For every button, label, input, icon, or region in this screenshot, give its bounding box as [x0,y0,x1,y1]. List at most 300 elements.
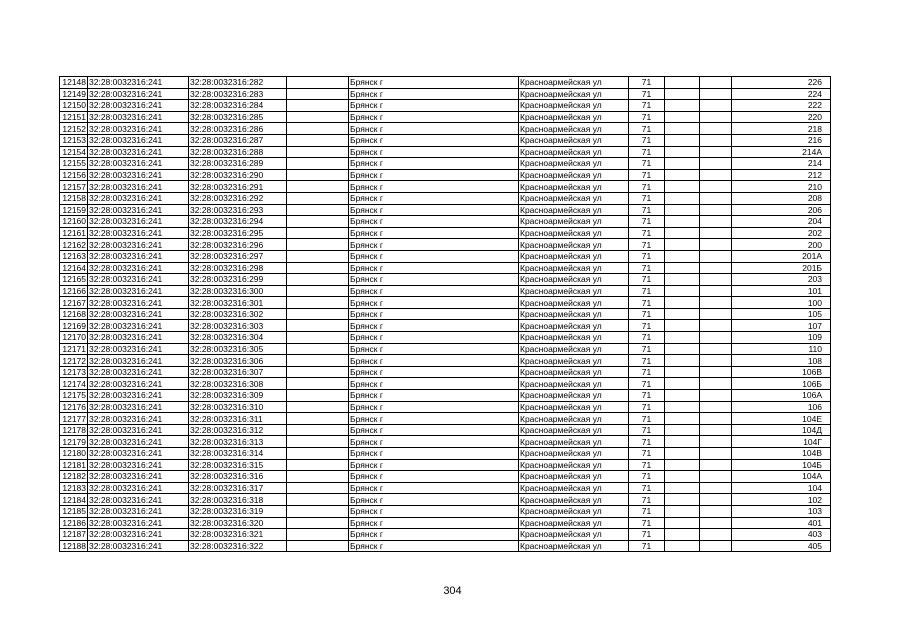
blank-cell [700,250,732,262]
blank-cell [665,390,700,402]
blank-cell [700,459,732,471]
blank-cell [700,448,732,460]
building-number: 71 [629,77,665,89]
cadastral-number: 32:28:0032316:303 [189,320,287,332]
city: Брянск г [349,192,519,204]
building-number: 71 [629,100,665,112]
table-row [60,401,831,413]
building-number: 71 [629,285,665,297]
building-number: 71 [629,250,665,262]
building-number: 71 [629,111,665,123]
blank-cell [287,378,349,390]
blank-cell [665,285,700,297]
building-number: 71 [629,216,665,228]
blank-cell [700,378,732,390]
apartment-number: 104Д [732,424,831,436]
street: Красноармейская ул [519,250,629,262]
row-number: 12171 [60,343,88,355]
street: Красноармейская ул [519,401,629,413]
street: Красноармейская ул [519,239,629,251]
blank-cell [665,320,700,332]
blank-cell [665,401,700,413]
table-row [60,77,831,89]
cadastral-number: 32:28:0032316:283 [189,88,287,100]
parent-cadastral-number: 32:28:0032316:241 [88,366,189,378]
row-number: 12177 [60,413,88,425]
table-row [60,366,831,378]
building-number: 71 [629,297,665,309]
blank-cell [287,123,349,135]
apartment-number: 201Б [732,262,831,274]
cadastral-number: 32:28:0032316:314 [189,448,287,460]
building-number: 71 [629,390,665,402]
building-number: 71 [629,227,665,239]
building-number: 71 [629,482,665,494]
cadastral-number: 32:28:0032316:293 [189,204,287,216]
cadastral-number: 32:28:0032316:315 [189,459,287,471]
blank-cell [665,471,700,483]
blank-cell [700,332,732,344]
apartment-number: 405 [732,540,831,552]
city: Брянск г [349,77,519,89]
row-number: 12149 [60,88,88,100]
table-row [60,505,831,517]
table-row [60,390,831,402]
city: Брянск г [349,308,519,320]
blank-cell [665,134,700,146]
blank-cell [700,262,732,274]
street: Красноармейская ул [519,448,629,460]
blank-cell [700,192,732,204]
building-number: 71 [629,158,665,170]
cadastral-table [59,76,831,552]
blank-cell [700,134,732,146]
blank-cell [287,77,349,89]
cadastral-number: 32:28:0032316:295 [189,227,287,239]
row-number: 12164 [60,262,88,274]
table-row [60,146,831,158]
parent-cadastral-number: 32:28:0032316:241 [88,332,189,344]
city: Брянск г [349,146,519,158]
apartment-number: 203 [732,274,831,286]
city: Брянск г [349,123,519,135]
table-row [60,262,831,274]
row-number: 12160 [60,216,88,228]
city: Брянск г [349,378,519,390]
apartment-number: 216 [732,134,831,146]
city: Брянск г [349,355,519,367]
table-row [60,123,831,135]
row-number: 12159 [60,204,88,216]
row-number: 12154 [60,146,88,158]
street: Красноармейская ул [519,390,629,402]
apartment-number: 403 [732,529,831,541]
cadastral-number: 32:28:0032316:289 [189,158,287,170]
building-number: 71 [629,436,665,448]
city: Брянск г [349,88,519,100]
street: Красноармейская ул [519,482,629,494]
apartment-number: 214 [732,158,831,170]
blank-cell [665,262,700,274]
row-number: 12172 [60,355,88,367]
city: Брянск г [349,332,519,344]
row-number: 12174 [60,378,88,390]
blank-cell [665,517,700,529]
blank-cell [287,285,349,297]
table-row [60,100,831,112]
building-number: 71 [629,146,665,158]
blank-cell [665,216,700,228]
apartment-number: 226 [732,77,831,89]
city: Брянск г [349,158,519,170]
city: Брянск г [349,250,519,262]
city: Брянск г [349,529,519,541]
parent-cadastral-number: 32:28:0032316:241 [88,111,189,123]
table-row [60,274,831,286]
row-number: 12185 [60,505,88,517]
city: Брянск г [349,413,519,425]
parent-cadastral-number: 32:28:0032316:241 [88,517,189,529]
blank-cell [287,401,349,413]
blank-cell [665,366,700,378]
city: Брянск г [349,390,519,402]
building-number: 71 [629,239,665,251]
apartment-number: 220 [732,111,831,123]
street: Красноармейская ул [519,471,629,483]
apartment-number: 202 [732,227,831,239]
blank-cell [287,529,349,541]
building-number: 71 [629,320,665,332]
blank-cell [665,529,700,541]
cadastral-number: 32:28:0032316:316 [189,471,287,483]
blank-cell [700,401,732,413]
table-row [60,413,831,425]
street: Красноармейская ул [519,158,629,170]
row-number: 12188 [60,540,88,552]
blank-cell [287,517,349,529]
cadastral-number: 32:28:0032316:297 [189,250,287,262]
row-number: 12157 [60,181,88,193]
street: Красноармейская ул [519,308,629,320]
row-number: 12153 [60,134,88,146]
building-number: 71 [629,204,665,216]
blank-cell [665,111,700,123]
blank-cell [700,308,732,320]
parent-cadastral-number: 32:28:0032316:241 [88,540,189,552]
building-number: 71 [629,262,665,274]
parent-cadastral-number: 32:28:0032316:241 [88,250,189,262]
table-row [60,343,831,355]
cadastral-number: 32:28:0032316:298 [189,262,287,274]
building-number: 71 [629,529,665,541]
apartment-number: 110 [732,343,831,355]
apartment-number: 104Б [732,459,831,471]
table-row [60,297,831,309]
blank-cell [700,343,732,355]
parent-cadastral-number: 32:28:0032316:241 [88,158,189,170]
city: Брянск г [349,482,519,494]
blank-cell [287,355,349,367]
cadastral-number: 32:28:0032316:319 [189,505,287,517]
row-number: 12183 [60,482,88,494]
row-number: 12173 [60,366,88,378]
blank-cell [700,494,732,506]
blank-cell [700,436,732,448]
blank-cell [287,471,349,483]
city: Брянск г [349,448,519,460]
parent-cadastral-number: 32:28:0032316:241 [88,204,189,216]
parent-cadastral-number: 32:28:0032316:241 [88,459,189,471]
row-number: 12166 [60,285,88,297]
cadastral-number: 32:28:0032316:307 [189,366,287,378]
cadastral-number: 32:28:0032316:310 [189,401,287,413]
city: Брянск г [349,401,519,413]
apartment-number: 107 [732,320,831,332]
cadastral-number: 32:28:0032316:308 [189,378,287,390]
row-number: 12162 [60,239,88,251]
table-row [60,459,831,471]
blank-cell [665,482,700,494]
row-number: 12186 [60,517,88,529]
street: Красноармейская ул [519,436,629,448]
street: Красноармейская ул [519,111,629,123]
blank-cell [287,111,349,123]
blank-cell [700,239,732,251]
city: Брянск г [349,169,519,181]
row-number: 12178 [60,424,88,436]
city: Брянск г [349,436,519,448]
table-row [60,471,831,483]
building-number: 71 [629,192,665,204]
blank-cell [700,274,732,286]
blank-cell [665,192,700,204]
city: Брянск г [349,100,519,112]
blank-cell [665,505,700,517]
table-row [60,111,831,123]
table-row [60,378,831,390]
blank-cell [665,355,700,367]
blank-cell [287,482,349,494]
apartment-number: 106 [732,401,831,413]
row-number: 12170 [60,332,88,344]
street: Красноармейская ул [519,285,629,297]
blank-cell [700,540,732,552]
city: Брянск г [349,111,519,123]
street: Красноармейская ул [519,529,629,541]
blank-cell [287,424,349,436]
street: Красноармейская ул [519,320,629,332]
row-number: 12150 [60,100,88,112]
blank-cell [665,181,700,193]
cadastral-number: 32:28:0032316:301 [189,297,287,309]
row-number: 12182 [60,471,88,483]
parent-cadastral-number: 32:28:0032316:241 [88,413,189,425]
table-row [60,424,831,436]
street: Красноармейская ул [519,204,629,216]
building-number: 71 [629,181,665,193]
table-row [60,332,831,344]
blank-cell [700,216,732,228]
blank-cell [700,227,732,239]
city: Брянск г [349,517,519,529]
parent-cadastral-number: 32:28:0032316:241 [88,88,189,100]
parent-cadastral-number: 32:28:0032316:241 [88,401,189,413]
building-number: 71 [629,308,665,320]
street: Красноармейская ул [519,100,629,112]
table-row [60,436,831,448]
cadastral-number: 32:28:0032316:300 [189,285,287,297]
table-row [60,494,831,506]
parent-cadastral-number: 32:28:0032316:241 [88,297,189,309]
street: Красноармейская ул [519,227,629,239]
table-row [60,250,831,262]
row-number: 12184 [60,494,88,506]
table-row [60,285,831,297]
row-number: 12156 [60,169,88,181]
apartment-number: 222 [732,100,831,112]
blank-cell [287,239,349,251]
row-number: 12169 [60,320,88,332]
cadastral-number: 32:28:0032316:292 [189,192,287,204]
parent-cadastral-number: 32:28:0032316:241 [88,378,189,390]
apartment-number: 208 [732,192,831,204]
parent-cadastral-number: 32:28:0032316:241 [88,100,189,112]
city: Брянск г [349,366,519,378]
apartment-number: 109 [732,332,831,344]
blank-cell [287,192,349,204]
building-number: 71 [629,424,665,436]
parent-cadastral-number: 32:28:0032316:241 [88,77,189,89]
cadastral-number: 32:28:0032316:285 [189,111,287,123]
apartment-number: 101 [732,285,831,297]
blank-cell [700,111,732,123]
cadastral-number: 32:28:0032316:322 [189,540,287,552]
apartment-number: 104Г [732,436,831,448]
blank-cell [287,540,349,552]
street: Красноармейская ул [519,505,629,517]
building-number: 71 [629,378,665,390]
building-number: 71 [629,355,665,367]
blank-cell [700,77,732,89]
blank-cell [665,343,700,355]
cadastral-number: 32:28:0032316:309 [189,390,287,402]
cadastral-number: 32:28:0032316:317 [189,482,287,494]
street: Красноармейская ул [519,123,629,135]
table-row [60,482,831,494]
street: Красноармейская ул [519,192,629,204]
blank-cell [665,88,700,100]
building-number: 71 [629,343,665,355]
blank-cell [287,332,349,344]
blank-cell [700,366,732,378]
street: Красноармейская ул [519,459,629,471]
cadastral-number: 32:28:0032316:286 [189,123,287,135]
table-row [60,320,831,332]
apartment-number: 204 [732,216,831,228]
blank-cell [665,123,700,135]
page-number: 304 [443,585,462,597]
parent-cadastral-number: 32:28:0032316:241 [88,169,189,181]
blank-cell [287,100,349,112]
blank-cell [287,494,349,506]
building-number: 71 [629,517,665,529]
city: Брянск г [349,471,519,483]
row-number: 12161 [60,227,88,239]
apartment-number: 106В [732,366,831,378]
row-number: 12155 [60,158,88,170]
blank-cell [287,227,349,239]
blank-cell [287,320,349,332]
blank-cell [665,158,700,170]
apartment-number: 106Б [732,378,831,390]
blank-cell [287,169,349,181]
blank-cell [665,448,700,460]
cadastral-number: 32:28:0032316:306 [189,355,287,367]
blank-cell [665,332,700,344]
table-row [60,529,831,541]
apartment-number: 104Е [732,413,831,425]
cadastral-number: 32:28:0032316:299 [189,274,287,286]
street: Красноармейская ул [519,134,629,146]
blank-cell [665,459,700,471]
apartment-number: 104В [732,448,831,460]
blank-cell [665,540,700,552]
blank-cell [700,285,732,297]
city: Брянск г [349,227,519,239]
table-row [60,540,831,552]
blank-cell [700,169,732,181]
table-row [60,88,831,100]
apartment-number: 103 [732,505,831,517]
blank-cell [665,169,700,181]
blank-cell [700,204,732,216]
blank-cell [287,308,349,320]
street: Красноармейская ул [519,169,629,181]
parent-cadastral-number: 32:28:0032316:241 [88,529,189,541]
cadastral-number: 32:28:0032316:287 [189,134,287,146]
table-row [60,308,831,320]
city: Брянск г [349,424,519,436]
blank-cell [287,262,349,274]
parent-cadastral-number: 32:28:0032316:241 [88,482,189,494]
street: Красноармейская ул [519,413,629,425]
building-number: 71 [629,123,665,135]
parent-cadastral-number: 32:28:0032316:241 [88,308,189,320]
blank-cell [287,505,349,517]
table-row [60,239,831,251]
blank-cell [700,355,732,367]
street: Красноармейская ул [519,216,629,228]
building-number: 71 [629,274,665,286]
street: Красноармейская ул [519,424,629,436]
cadastral-number: 32:28:0032316:284 [189,100,287,112]
table-row [60,192,831,204]
blank-cell [287,250,349,262]
apartment-number: 104А [732,471,831,483]
blank-cell [665,146,700,158]
city: Брянск г [349,343,519,355]
city: Брянск г [349,262,519,274]
row-number: 12175 [60,390,88,402]
cadastral-number: 32:28:0032316:296 [189,239,287,251]
street: Красноармейская ул [519,88,629,100]
table-row [60,204,831,216]
city: Брянск г [349,320,519,332]
building-number: 71 [629,88,665,100]
city: Брянск г [349,494,519,506]
blank-cell [700,88,732,100]
table-row [60,355,831,367]
